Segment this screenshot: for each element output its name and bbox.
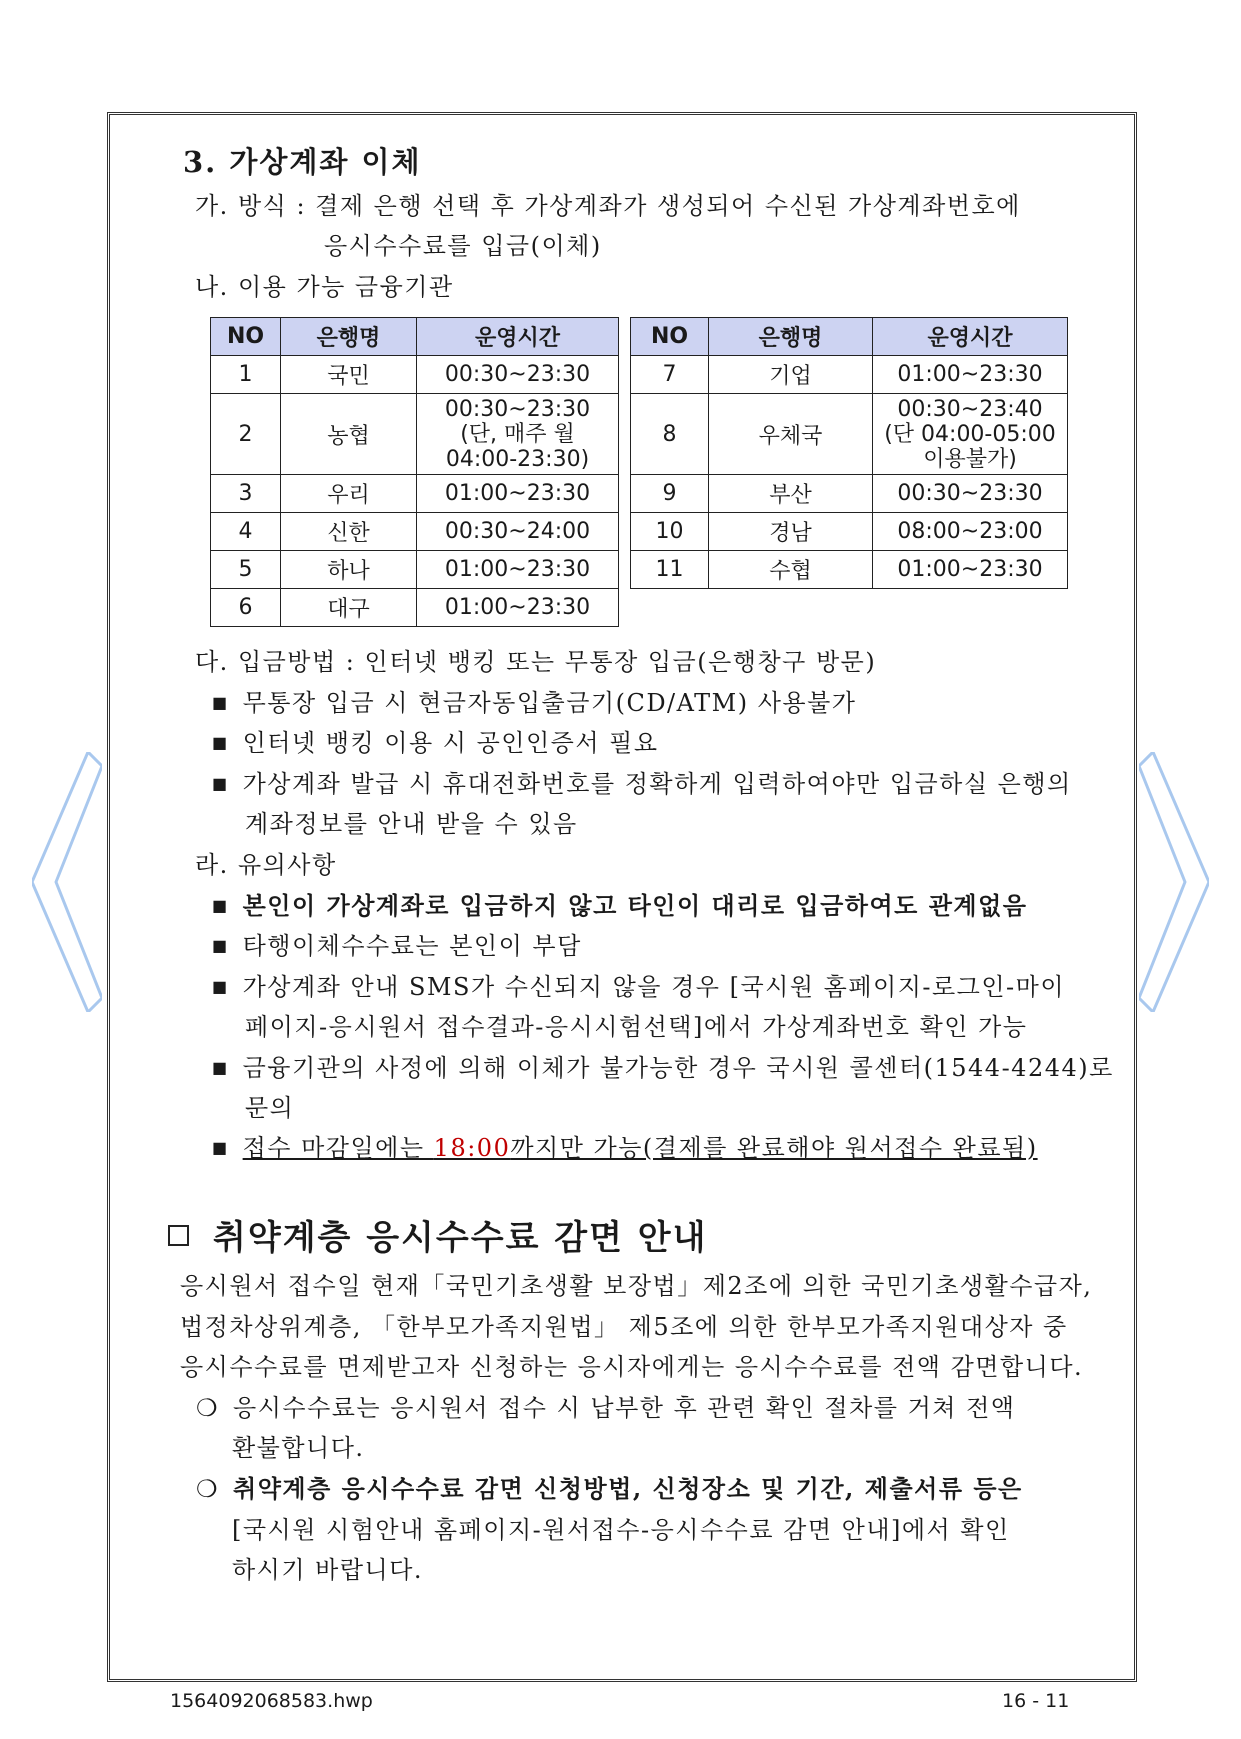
method-text-1: 결제 은행 선택 후 가상계좌가 생성되어 수신된 가상계좌번호에 [315, 192, 1021, 220]
square-bullet-icon: ■ [212, 1138, 229, 1157]
cell-bank: 부산 [709, 475, 873, 513]
note-bullet [212, 967, 1065, 1010]
header-hours: 운영시간 [417, 318, 619, 356]
cell-bank: 우리 [281, 475, 417, 513]
bullet-continuation: 페이지-응시원서 접수결과-응시시험선택]에서 가상계좌번호 확인 가능 [245, 1013, 1028, 1041]
cell-hours: 00:30~23:30 [873, 475, 1068, 513]
header-hours: 운영시간 [873, 318, 1068, 356]
cell-hours [417, 394, 619, 475]
deposit-bullet [212, 683, 856, 726]
hours-line: 04:00-23:30) [445, 446, 590, 472]
chevron-right-icon [1139, 752, 1209, 1012]
bullet-text: 타행이체수수료는 본인이 부담 [242, 932, 582, 960]
cell-no: 5 [211, 551, 281, 589]
table-row [211, 475, 619, 513]
cell-hours: 00:30~24:00 [417, 513, 619, 551]
method-text-2: 응시수수료를 입금(이체) [324, 232, 602, 260]
table-row [631, 475, 1068, 513]
cell-hours: 01:00~23:30 [417, 589, 619, 627]
deadline-post: 까지만 가능(결제를 완료해야 원서접수 완료됨) [510, 1134, 1038, 1162]
circle-bullet-icon: ❍ [196, 1475, 220, 1503]
deadline-text [243, 1134, 1038, 1162]
method-label: 가. 방식 : [195, 192, 316, 220]
deadline-time: 18:00 [433, 1134, 511, 1162]
table-row [211, 513, 619, 551]
cell-bank: 대구 [281, 589, 417, 627]
cell-hours: 08:00~23:00 [873, 513, 1068, 551]
institutions-heading: 나. 이용 가능 금융기관 [195, 273, 454, 301]
cell-bank: 경남 [709, 513, 873, 551]
cell-no: 7 [631, 356, 709, 394]
cell-bank: 신한 [281, 513, 417, 551]
bullet-text: 가상계좌 안내 SMS가 수신되지 않을 경우 [국시원 홈페이지-로그인-마이 [242, 973, 1066, 1001]
square-bullet-icon: ■ [212, 1058, 229, 1077]
section-title: 3. 가상계좌 이체 [183, 145, 422, 179]
hours-line: (단 04:00-05:00 [884, 421, 1056, 447]
table-row [631, 513, 1068, 551]
waiver-title-line [168, 1210, 707, 1259]
note-bullet [212, 1048, 1114, 1091]
bank-table-right [630, 317, 1068, 589]
next-page-button[interactable] [1139, 752, 1209, 1012]
bullet-continuation: 문의 [245, 1094, 295, 1122]
table-row [631, 356, 1068, 394]
bullet-text: 금융기관의 사정에 의해 이체가 불가능한 경우 국시원 콜센터(1544-4244)로 [242, 1054, 1114, 1082]
item-continuation: [국시원 시험안내 홈페이지-원서접수-응시수수료 감면 안내]에서 확인 [232, 1516, 1010, 1544]
waiver-item [196, 1469, 1023, 1509]
previous-page-button[interactable] [32, 752, 102, 1012]
item-text-bold: 취약계층 응시수수료 감면 신청방법, 신청장소 및 기간, 제출서류 등은 [233, 1474, 1023, 1503]
deposit-bullet [212, 723, 659, 766]
cell-hours: 01:00~23:30 [873, 551, 1068, 589]
method-line [195, 186, 1021, 226]
cell-no: 1 [211, 356, 281, 394]
cell-hours [873, 394, 1068, 475]
square-bullet-icon: ■ [212, 774, 229, 793]
table-row [211, 356, 619, 394]
waiver-paragraph-line: 법정차상위계층, 「한부모가족지원법」 제5조에 의한 한부모가족지원대상자 중 [180, 1313, 1068, 1341]
cell-bank: 수협 [709, 551, 873, 589]
square-bullet-icon: ■ [212, 693, 229, 712]
cell-no: 2 [211, 394, 281, 475]
bullet-text: 인터넷 뱅킹 이용 시 공인인증서 필요 [242, 729, 659, 757]
table-row [211, 394, 619, 475]
cell-hours: 01:00~23:30 [417, 475, 619, 513]
cell-bank: 농협 [281, 394, 417, 475]
table-row [631, 551, 1068, 589]
square-bullet-icon: ■ [212, 733, 229, 752]
header-bank: 은행명 [709, 318, 873, 356]
cell-bank: 하나 [281, 551, 417, 589]
bullet-continuation: 계좌정보를 안내 받을 수 있음 [245, 810, 578, 838]
square-bullet-icon: ■ [212, 896, 229, 915]
square-bullet-icon: ■ [212, 977, 229, 996]
notes-heading: 라. 유의사항 [195, 851, 337, 879]
cell-no: 6 [211, 589, 281, 627]
waiver-paragraph-line: 응시수수료를 면제받고자 신청하는 응시자에게는 응시수수료를 전액 감면합니다. [180, 1353, 1084, 1381]
cell-no: 8 [631, 394, 709, 475]
cell-no: 4 [211, 513, 281, 551]
table-row [211, 551, 619, 589]
bullet-text: 가상계좌 발급 시 휴대전화번호를 정확하게 입력하여야만 입금하실 은행의 [242, 770, 1072, 798]
cell-hours: 00:30~23:30 [417, 356, 619, 394]
waiver-item [196, 1388, 1015, 1428]
hours-line: (단, 매주 월 [460, 421, 575, 447]
note-bullet [212, 886, 1027, 929]
cell-bank: 국민 [281, 356, 417, 394]
chevron-left-icon [32, 752, 102, 1012]
cell-no: 11 [631, 551, 709, 589]
cell-bank: 우체국 [709, 394, 873, 475]
circle-bullet-icon: ❍ [196, 1394, 220, 1422]
bullet-text: 본인이 가상계좌로 입금하지 않고 타인이 대리로 입금하여도 관계없음 [242, 891, 1028, 920]
deadline-pre: 접수 마감일에는 [242, 1134, 434, 1162]
item-continuation: 환불합니다. [232, 1434, 365, 1462]
item-continuation: 하시기 바랍니다. [232, 1556, 424, 1584]
table-row [211, 589, 619, 627]
cell-hours: 01:00~23:30 [873, 356, 1068, 394]
deposit-bullet [212, 764, 1072, 807]
hours-line: 00:30~23:40 [897, 396, 1043, 422]
waiver-paragraph-line: 응시원서 접수일 현재「국민기초생활 보장법」제2조에 의한 국민기초생활수급자, [180, 1272, 1093, 1300]
header-bank: 은행명 [281, 318, 417, 356]
deposit-method-heading: 다. 입금방법 : 인터넷 뱅킹 또는 무통장 입금(은행창구 방문) [195, 648, 877, 676]
cell-bank: 기업 [709, 356, 873, 394]
footer-filename: 1564092068583.hwp [170, 1690, 373, 1712]
cell-no: 3 [211, 475, 281, 513]
note-bullet [212, 926, 582, 969]
footer-page-number: 16 - 11 [1002, 1690, 1070, 1712]
bank-table-left [210, 317, 619, 627]
header-no: NO [211, 318, 281, 356]
square-bullet-icon: ■ [212, 936, 229, 955]
item-text: 응시수수료는 응시원서 접수 시 납부한 후 관련 확인 절차를 거쳐 전액 [233, 1394, 1016, 1422]
waiver-title: 취약계층 응시수수료 감면 안내 [213, 1218, 708, 1258]
cell-no: 10 [631, 513, 709, 551]
hours-line: 00:30~23:30 [444, 396, 591, 422]
bullet-text: 무통장 입금 시 현금자동입출금기(CD/ATM) 사용불가 [242, 689, 857, 717]
table-row [631, 394, 1068, 475]
cell-hours: 01:00~23:30 [417, 551, 619, 589]
cell-no: 9 [631, 475, 709, 513]
deadline-bullet [212, 1128, 1038, 1171]
header-no: NO [631, 318, 709, 356]
checkbox-icon [168, 1225, 189, 1246]
hours-line: 이용불가) [923, 446, 1017, 472]
